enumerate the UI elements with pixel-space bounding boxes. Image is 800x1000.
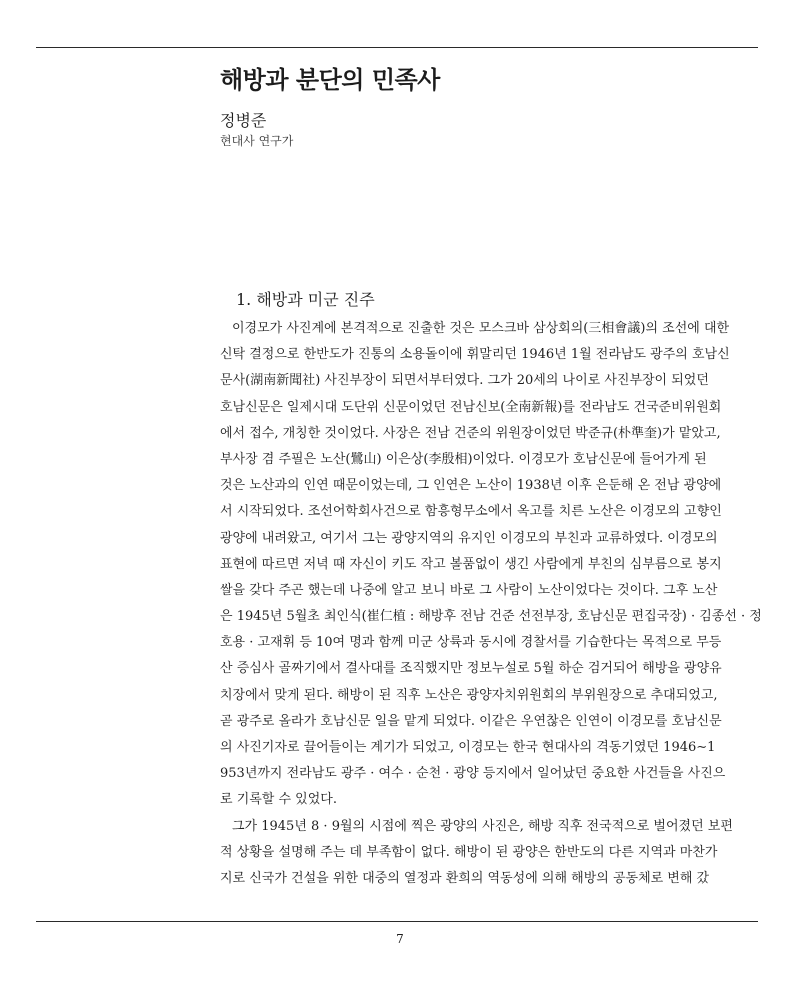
body-line: 서 시작되었다. 조선어학회사건으로 함흥형무소에서 옥고를 치른 노산은 이경모의 고향인 <box>220 504 722 520</box>
body-line: 이경모가 사진계에 본격적으로 진출한 것은 모스크바 삼상회의(三相會議)의 조선에 대한 <box>232 321 730 336</box>
body-line: 은 1945년 5월초 최인식(崔仁植 : 해방후 전남 건준 선전부장, 호남신문 편집국장) · 김종선 · 정 <box>220 609 762 625</box>
author-affiliation: 현대사 연구가 <box>220 134 294 148</box>
body-line: 호용 · 고재휘 등 10여 명과 함께 미군 상륙과 동시에 경찰서를 기습한다는 목적으로 무등 <box>220 635 722 651</box>
body-line: 로 기록할 수 있었다. <box>220 792 337 808</box>
article-title: 해방과 분단의 민족사 <box>220 66 440 94</box>
body-line: 953년까지 전라남도 광주 · 여수 · 순천 · 광양 등지에서 일어났던 중요한 사건들을 사진으 <box>220 766 726 782</box>
body-line: 에서 접수, 개칭한 것이었다. 사장은 전남 건준의 위원장이었던 박준규(朴準奎)가 맡았고, <box>220 425 721 441</box>
body-line: 의 사진기자로 끌어들이는 계기가 되었고, 이경모는 한국 현대사의 격동기였던 1946∼1 <box>220 740 716 755</box>
body-line: 산 증심사 골짜기에서 결사대를 조직했지만 정보누설로 5월 하순 검거되어 해방을 광양유 <box>220 661 722 677</box>
body-line: 지로 신국가 건설을 위한 대중의 열정과 환희의 역동성에 의해 해방의 공동체로 변해 갔 <box>220 870 710 886</box>
body-line: 표현에 따르면 저녁 때 자신이 키도 작고 볼품없이 생긴 사람에게 부친의 심부름으로 봉지 <box>220 556 722 572</box>
page-number: 7 <box>396 932 404 946</box>
section-heading: 1. 해방과 미군 진주 <box>236 290 375 309</box>
body-line: 적 상황을 설명해 주는 데 부족함이 없다. 해방이 된 광양은 한반도의 다른 지역과 마찬가 <box>220 844 718 860</box>
bottom-rule <box>36 921 758 922</box>
body-line: 쌀을 갖다 주곤 했는데 나중에 알고 보니 바로 그 사람이 노산이었다는 것이다. 그후 노산 <box>220 582 718 598</box>
body-line: 그가 1945년 8 · 9월의 시점에 찍은 광양의 사진은, 해방 직후 전국적으로 벌어졌던 보편 <box>232 818 733 834</box>
author-name: 정병준 <box>220 111 267 130</box>
top-rule <box>36 47 758 48</box>
body-line: 신탁 결정으로 한반도가 진통의 소용돌이에 휘말리던 1946년 1월 전라남도 광주의 호남신 <box>220 347 730 363</box>
body-line: 문사(湖南新聞社) 사진부장이 되면서부터였다. 그가 20세의 나이로 사진부장이 되었던 <box>220 373 709 389</box>
body-line: 부사장 겸 주필은 노산(鷺山) 이은상(李殷相)이었다. 이경모가 호남신문에 들어가게 된 <box>220 451 707 467</box>
body-line: 곧 광주로 올라가 호남신문 일을 맡게 되었다. 이같은 우연찮은 인연이 이경모를 호남신문 <box>220 713 722 729</box>
body-line: 치장에서 맞게 된다. 해방이 된 직후 노산은 광양자치위원회의 부위원장으로 추대되었고, <box>220 687 718 703</box>
body-line: 것은 노산과의 인연 때문이었는데, 그 인연은 노산이 1938년 이후 은둔해 온 전남 광양에 <box>220 478 722 494</box>
body-line: 광양에 내려왔고, 여기서 그는 광양지역의 유지인 이경모의 부친과 교류하였다. 이경모의 <box>220 530 718 546</box>
body-line: 호남신문은 일제시대 도단위 신문이었던 전남신보(全南新報)를 전라남도 건국준비위원회 <box>220 399 722 415</box>
body-text <box>220 316 765 892</box>
